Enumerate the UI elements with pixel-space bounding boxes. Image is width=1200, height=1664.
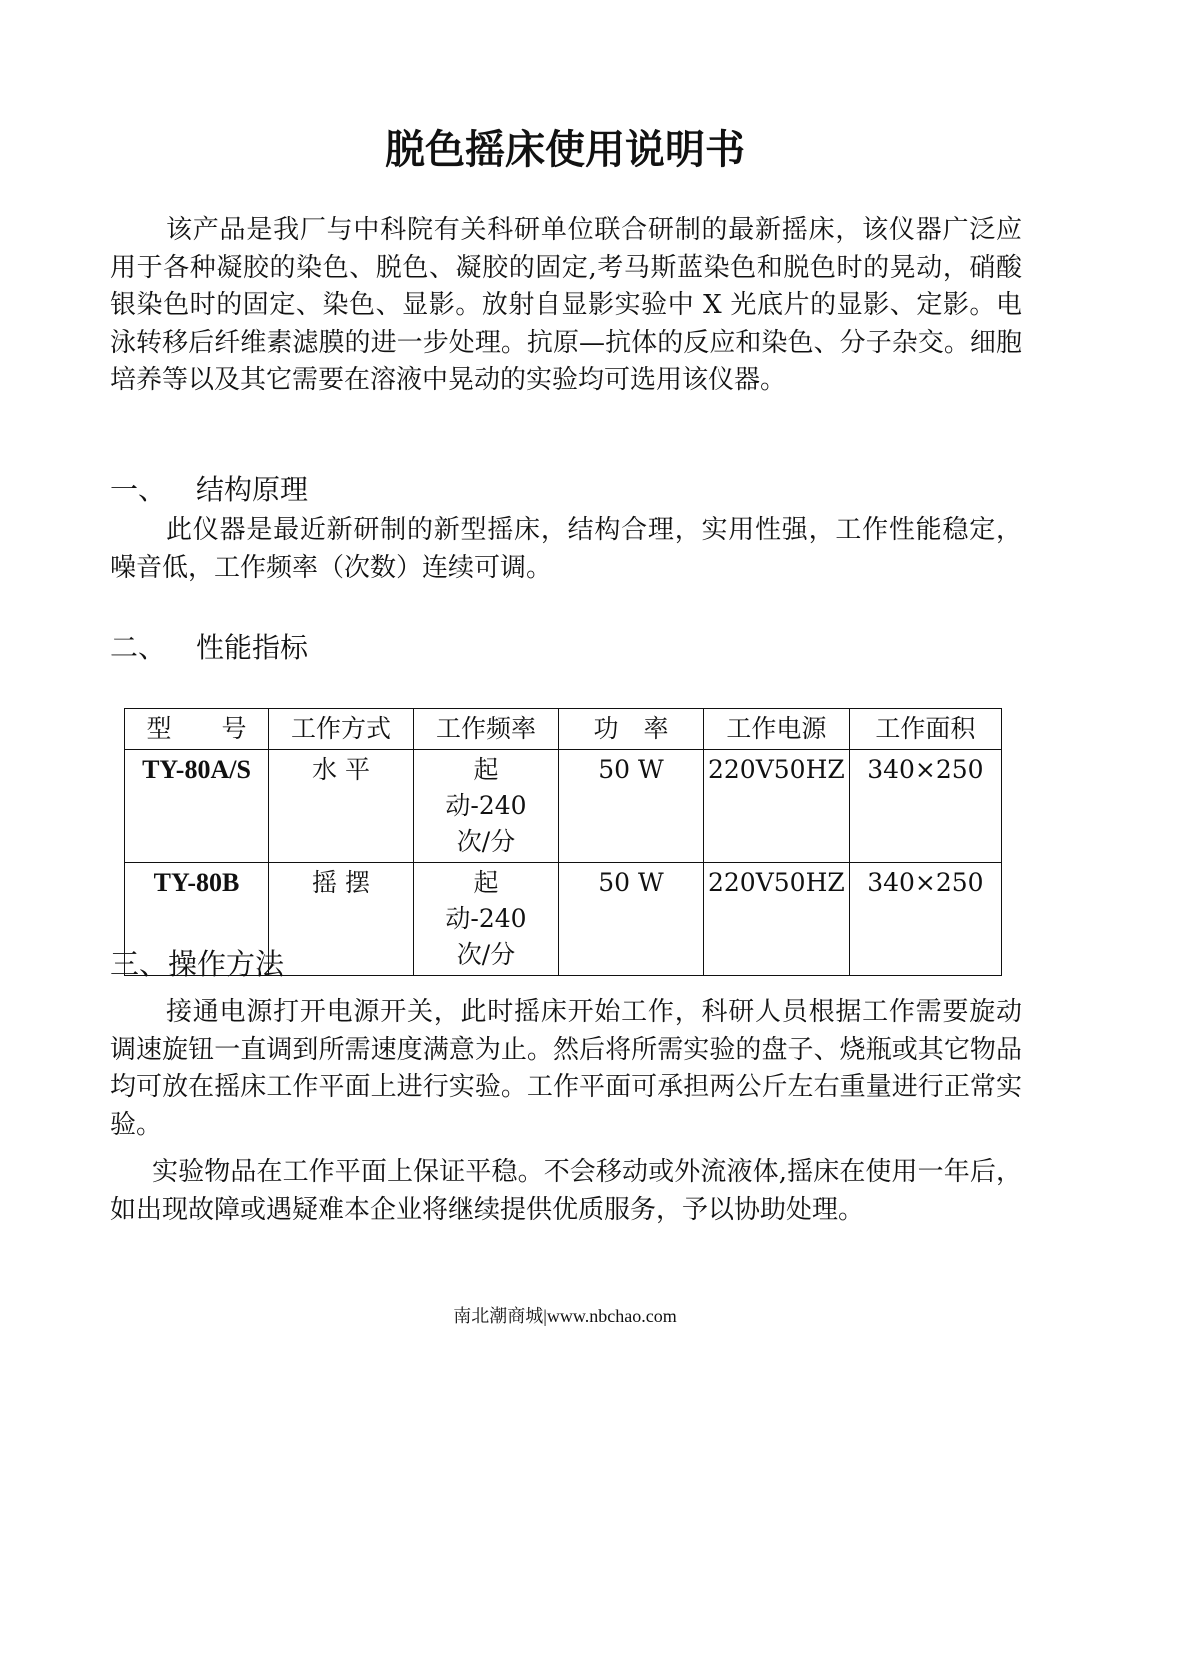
supply-cell: 220V50HZ — [704, 863, 850, 976]
power-cell: 50 W — [559, 750, 704, 863]
operation-paragraph-2: 实验物品在工作平面上保证平稳。不会移动或外流液体,摇床在使用一年后，如出现故障或遇疑难本企业将继续提供优质服务，予以协助处理。 — [110, 1157, 1022, 1225]
model-cell: TY-80B — [125, 863, 269, 976]
section-number: 三、 — [110, 947, 169, 981]
area-cell: 340×250 — [849, 863, 1001, 976]
operation-paragraph: 接通电源打开电源开关，此时摇床开始工作，科研人员根据工作需要旋动调速旋钮一直调到所需速度满意为止。然后将所需实验的盘子、烧瓶或其它物品均可放在摇床工作平面上进行实验。工作平面可承担两公斤左右重量进行正常实验。 — [110, 997, 1022, 1140]
specs-table — [124, 708, 1002, 976]
model-cell: TY-80A/S — [125, 750, 269, 863]
frequency-cell: 起动-240次/分 — [414, 750, 559, 863]
section-title: 性能指标 — [196, 631, 309, 664]
header-cell: 工作电源 — [704, 709, 850, 750]
header-cell: 型 号 — [125, 709, 269, 750]
page-title: 脱色摇床使用说明书 — [385, 127, 745, 173]
intro-paragraph: 该产品是我厂与中科院有关科研单位联合研制的最新摇床，该仪器广泛应用于各种凝胶的染色、脱色、凝胶的固定,考马斯蓝染色和脱色时的晃动，硝酸银染色时的固定、染色、显影。放射自显影实验中 X 光底片的显影、定影。电泳转移后纤维素滤膜的进一步处理。抗原—抗体的反应和染色、分子杂交。细胞培养等以及其它需要在溶液中晃动的实验均可选用该仪器。 — [110, 215, 1022, 395]
frequency-cell: 起动-240次/分 — [414, 863, 559, 976]
header-cell: 工作面积 — [849, 709, 1001, 750]
footer-source: 南北潮商城|www.nbchao.com — [453, 1306, 677, 1326]
area-cell: 340×250 — [849, 750, 1001, 863]
header-cell: 工作频率 — [414, 709, 559, 750]
section-heading-specs — [110, 626, 308, 666]
structure-paragraph: 此仪器是最近新研制的新型摇床，结构合理，实用性强，工作性能稳定，噪音低，工作频率（次数）连续可调。 — [110, 515, 1022, 583]
mode-cell: 水 平 — [269, 750, 414, 863]
section-number: 一、 — [110, 473, 167, 506]
mode-cell: 摇 摆 — [269, 863, 414, 976]
table-header-row — [125, 709, 1002, 750]
header-cell: 工作方式 — [269, 709, 414, 750]
section-title: 操作方法 — [168, 947, 285, 981]
section-number: 二、 — [110, 631, 167, 664]
section-heading-structure — [110, 468, 308, 508]
table-row — [125, 750, 1002, 863]
supply-cell: 220V50HZ — [704, 750, 850, 863]
header-cell: 功 率 — [559, 709, 704, 750]
power-cell: 50 W — [559, 863, 704, 976]
section-title: 结构原理 — [196, 473, 309, 506]
section-heading-operation — [110, 942, 284, 983]
